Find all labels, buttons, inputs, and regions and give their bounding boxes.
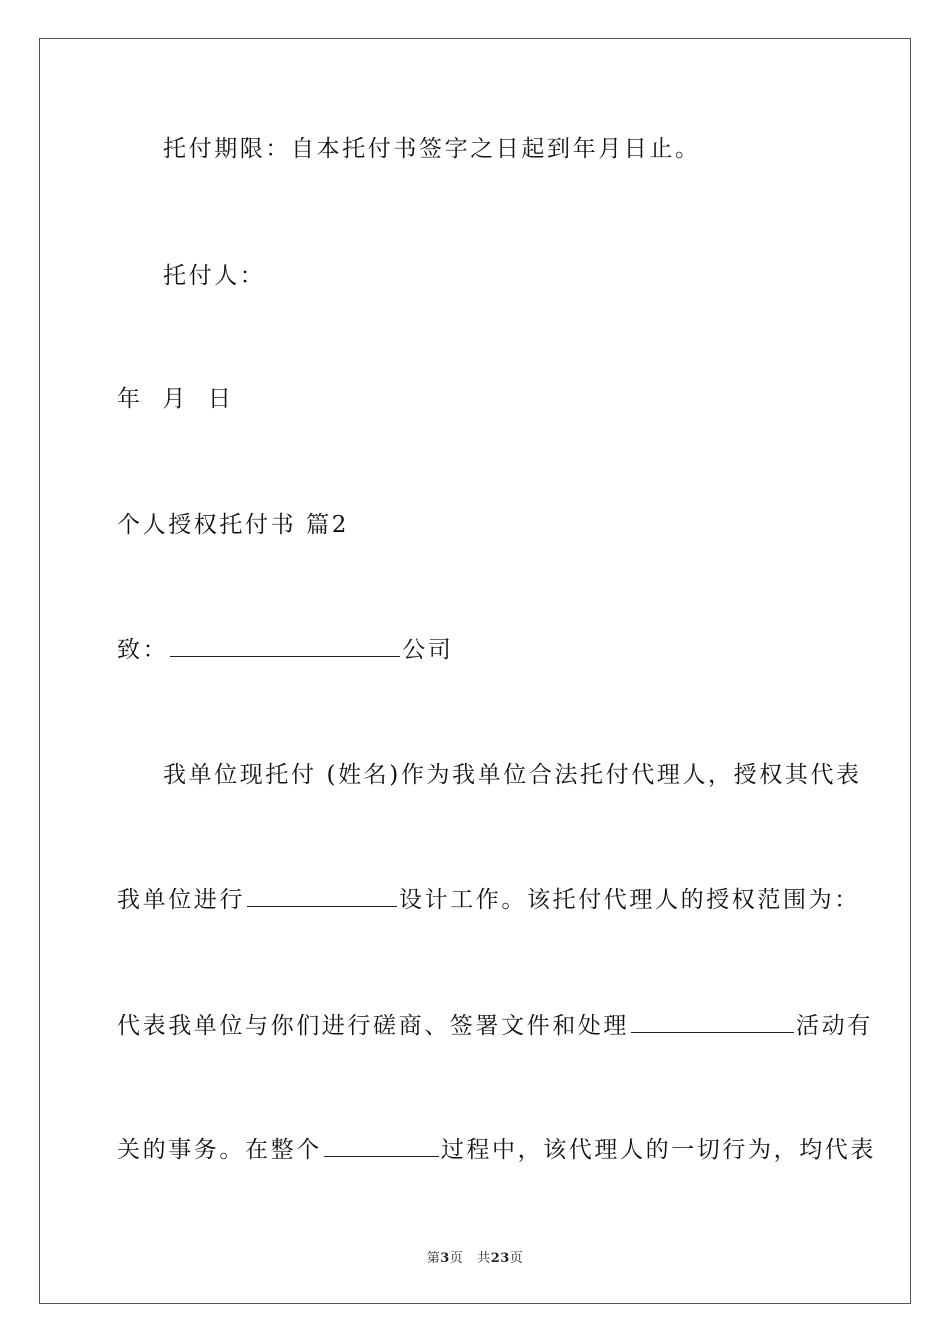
principal-line: 托付人： [163,263,266,289]
total-prefix: 共 [477,1251,491,1266]
date-line: 年 月 日 [117,386,234,412]
addressee-suffix: 公司 [402,637,454,663]
body-line-3-start: 代表我单位与你们进行磋商、签署文件和处理 [117,1013,629,1039]
body-line-2-end: 设计工作。该托付代理人的授权范围为： [399,887,860,913]
page-frame [39,38,911,1304]
body-line-3 [117,1010,873,1041]
page-footer [0,1247,950,1266]
body-line-1: 我单位现托付 (姓名)作为我单位合法托付代理人，授权其代表 [163,762,862,788]
company-blank [170,634,400,657]
page-suffix: 页 [449,1251,464,1266]
body-line-4-start: 关的事务。在整个 [117,1137,322,1163]
project-blank [247,884,397,907]
activity-blank [631,1010,794,1033]
body-line-4-end: 过程中，该代理人的一切行为，均代表 [440,1137,877,1163]
body-line-3-end: 活动有 [796,1013,873,1039]
addressee-prefix: 致： [117,637,169,663]
total-suffix: 页 [509,1251,524,1266]
section-heading: 个人授权托付书 篇2 [117,512,349,538]
page-prefix: 第 [426,1251,441,1266]
addressee-line [117,634,453,665]
body-line-2 [117,884,860,915]
page-total: 23 [490,1251,510,1266]
page-current: 3 [440,1251,450,1266]
body-line-4 [117,1134,876,1165]
body-line-2-start: 我单位进行 [117,887,245,913]
process-blank [324,1134,439,1157]
term-line: 托付期限：自本托付书签字之日起到年月日止。 [163,136,701,162]
